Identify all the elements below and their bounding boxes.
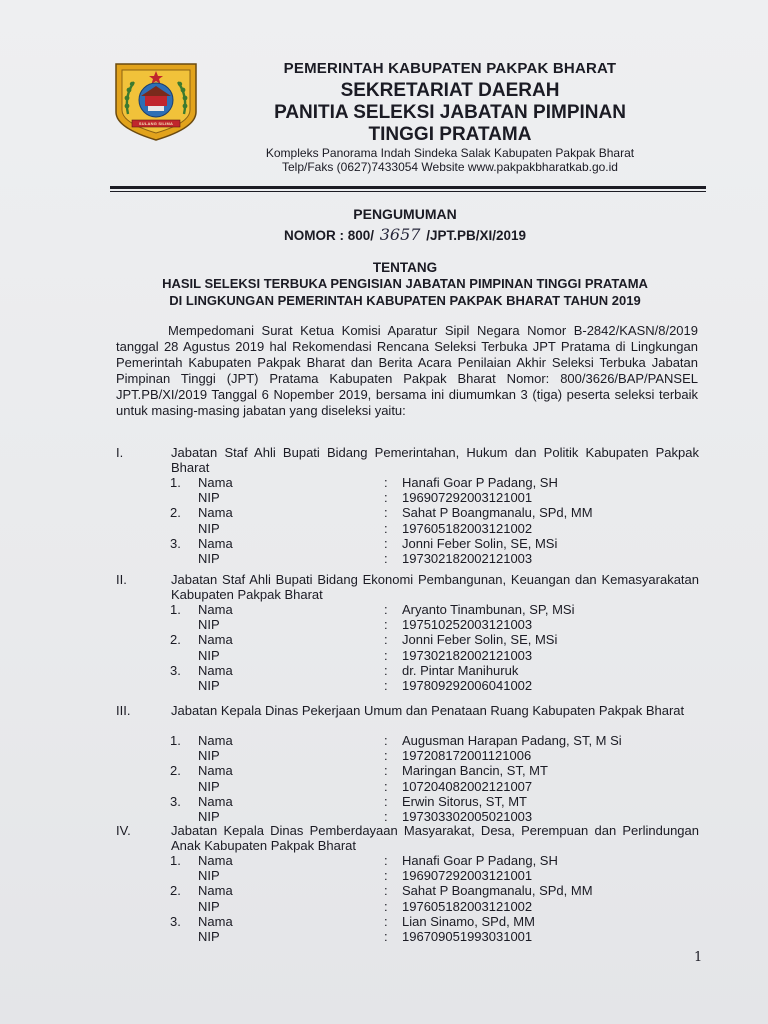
candidate-nip: 197605182003121002	[402, 520, 533, 536]
candidate-name: Lian Sinamo, SPd, MM	[402, 913, 535, 929]
candidate-name-row	[0, 663, 768, 679]
letterhead-divider-thin	[110, 191, 706, 192]
colon-separator: :	[384, 551, 388, 566]
candidate-index: 3.	[170, 535, 181, 551]
candidate-index: 1.	[170, 733, 181, 748]
section-title: Jabatan Kepala Dinas Pekerjaan Umum dan Penataan Ruang Kabupaten Pakpak Bharat	[171, 703, 685, 718]
subject-title-line2: DI LINGKUNGAN PEMERINTAH KABUPATEN PAKPAK BHARAT TAHUN 2019	[169, 293, 641, 308]
candidate-name: Hanafi Goar P Padang, SH	[402, 853, 558, 868]
candidate-nip-row	[0, 899, 768, 915]
candidate-index: 2.	[170, 883, 181, 899]
announcement-heading: PENGUMUMAN	[353, 206, 457, 222]
colon-separator: :	[384, 778, 388, 794]
candidate-nip: 196709051993031001	[402, 929, 533, 944]
candidate-index: 1.	[170, 602, 181, 617]
name-label: Nama	[198, 853, 233, 868]
name-label: Nama	[198, 632, 233, 648]
nip-label: NIP	[198, 778, 220, 794]
candidate-name-row	[0, 883, 768, 899]
section-title: Jabatan Staf Ahli Bupati Bidang Pemerintahan, Hukum dan Politik Kabupaten Pakpak Bharat	[171, 445, 699, 475]
candidate-nip-row	[0, 551, 768, 567]
colon-separator: :	[384, 535, 388, 551]
colon-separator: :	[384, 793, 388, 809]
nip-label: NIP	[198, 520, 220, 536]
subject-label: TENTANG	[372, 260, 438, 275]
colon-separator: :	[384, 602, 388, 617]
name-label: Nama	[198, 733, 233, 748]
colon-separator: :	[384, 662, 388, 678]
number-suffix: /JPT.PB/XI/2019	[426, 228, 527, 243]
nip-label: NIP	[198, 647, 220, 663]
colon-separator: :	[384, 490, 388, 506]
name-label: Nama	[198, 662, 233, 678]
name-label: Nama	[198, 535, 233, 551]
colon-separator: :	[384, 913, 388, 929]
candidate-nip-row	[0, 521, 768, 537]
candidate-name-row	[0, 536, 768, 552]
candidate-index: 1.	[170, 853, 181, 868]
nip-label: NIP	[198, 490, 220, 506]
candidate-name-row	[0, 632, 768, 648]
handwritten-number: 3657	[379, 225, 421, 244]
candidate-index: 3.	[170, 913, 181, 929]
colon-separator: :	[384, 505, 388, 521]
name-label: Nama	[198, 475, 233, 490]
candidate-index: 2.	[170, 632, 181, 648]
colon-separator: :	[384, 748, 388, 764]
nip-label: NIP	[198, 868, 220, 884]
candidate-nip-row	[0, 490, 768, 506]
colon-separator: :	[384, 632, 388, 648]
name-label: Nama	[198, 763, 233, 779]
logo-caption: SULANG SILIMA	[138, 121, 174, 126]
name-label: Nama	[198, 913, 233, 929]
letterhead-government: PEMERINTAH KABUPATEN PAKPAK BHARAT	[283, 60, 617, 77]
colon-separator: :	[384, 883, 388, 899]
section-title: Jabatan Kepala Dinas Pemberdayaan Masyarakat, Desa, Perempuan dan Perlindungan Anak Kabupaten Pakpak Bharat	[171, 823, 699, 853]
candidate-nip: 197510252003121003	[402, 617, 533, 633]
candidate-nip: 197809292006041002	[402, 678, 533, 693]
section-number: III.	[116, 703, 131, 718]
nip-label: NIP	[198, 551, 220, 566]
nip-label: NIP	[198, 678, 220, 693]
letterhead-contact: Telp/Faks (0627)7433054 Website www.pakpakbharatkab.go.id	[282, 160, 618, 174]
colon-separator: :	[384, 647, 388, 663]
colon-separator: :	[384, 898, 388, 914]
candidate-name-row	[0, 853, 768, 869]
candidate-name: Maringan Bancin, ST, MT	[402, 763, 548, 779]
candidate-name: Erwin Sitorus, ST, MT	[402, 793, 527, 809]
candidate-name: Hanafi Goar P Padang, SH	[402, 475, 558, 490]
letterhead-address: Kompleks Panorama Indah Sindeka Salak Kabupaten Pakpak Bharat	[265, 146, 635, 160]
name-label: Nama	[198, 793, 233, 809]
candidate-index: 3.	[170, 793, 181, 809]
candidate-nip-row	[0, 779, 768, 795]
candidate-name: Aryanto Tinambunan, SP, MSi	[402, 602, 575, 617]
candidate-name: Augusman Harapan Padang, ST, M Si	[402, 733, 622, 748]
candidate-name-row	[0, 763, 768, 779]
section-title: Jabatan Staf Ahli Bupati Bidang Ekonomi Pembangunan, Keuangan dan Kemasyarakatan Kabupaten Pakpak Bharat	[171, 572, 699, 602]
nip-label: NIP	[198, 617, 220, 633]
candidate-index: 3.	[170, 662, 181, 678]
candidate-nip: 197208172001121006	[402, 748, 532, 764]
candidate-name: Jonni Feber Solin, SE, MSi	[402, 632, 558, 648]
candidate-nip: 197302182002121003	[402, 551, 533, 566]
page-number: 1	[694, 950, 703, 965]
candidate-name-row	[0, 602, 768, 618]
candidate-nip: 196907292003121001	[402, 868, 533, 884]
candidate-index: 2.	[170, 505, 181, 521]
candidate-nip-row	[0, 868, 768, 884]
colon-separator: :	[384, 929, 388, 944]
candidate-nip-row	[0, 648, 768, 664]
colon-separator: :	[384, 520, 388, 536]
section-number: II.	[116, 572, 127, 587]
colon-separator: :	[384, 475, 388, 490]
candidate-nip-row	[0, 929, 768, 945]
nip-label: NIP	[198, 809, 220, 824]
candidate-name: Sahat P Boangmanalu, SPd, MM	[402, 505, 593, 521]
section-number: I.	[116, 445, 124, 460]
candidate-name-row	[0, 914, 768, 930]
letterhead-committee-2: TINGGI PRATAMA	[368, 124, 532, 145]
candidate-nip-row	[0, 678, 768, 694]
candidate-nip-row	[0, 617, 768, 633]
intro-paragraph: Mempedomani Surat Ketua Komisi Aparatur Sipil Negara Nomor B-2842/KASN/8/2019 tanggal 28 Agustus 2019 hal Rekomendasi Rencana Seleksi Terbuka JPT Pratama di Lingkungan Pemerintah Kabupaten Pakpak Bharat dan Berita Acara Penilaian Akhir Seleksi Terbuka Jabatan Pimpinan Tinggi (JPT) Pratama Kabupaten Pakpak Bharat Nomor: 800/3626/BAP/PANSEL JPT.PB/XI/2019 Tanggal 6 Nopember 2019, bersama ini diumumkan 3 (tiga) peserta seleksi terbaik untuk masing-masing jabatan yang diseleksi yaitu:	[116, 323, 698, 419]
regency-emblem-logo	[112, 62, 200, 142]
letterhead-secretariat: SEKRETARIAT DAERAH	[340, 80, 560, 101]
number-prefix: NOMOR : 800/	[283, 228, 374, 243]
nip-label: NIP	[198, 898, 220, 914]
subject-title-line1: HASIL SELEKSI TERBUKA PENGISIAN JABATAN PIMPINAN TINGGI PRATAMA	[162, 276, 648, 291]
candidate-nip: 196907292003121001	[402, 490, 533, 506]
colon-separator: :	[384, 733, 388, 748]
nip-label: NIP	[198, 929, 220, 944]
candidate-nip: 107204082002121007	[402, 778, 533, 794]
section-number: IV.	[116, 823, 131, 838]
name-label: Nama	[198, 602, 233, 617]
nip-label: NIP	[198, 748, 220, 764]
candidate-name: Jonni Feber Solin, SE, MSi	[402, 535, 558, 551]
candidate-nip: 197605182003121002	[402, 898, 533, 914]
colon-separator: :	[384, 809, 388, 824]
candidate-index: 2.	[170, 763, 181, 779]
candidate-name-row	[0, 475, 768, 491]
candidate-name-row	[0, 505, 768, 521]
candidate-nip-row	[0, 748, 768, 764]
announcement-number	[100, 225, 710, 244]
candidate-name: Sahat P Boangmanalu, SPd, MM	[402, 883, 593, 899]
name-label: Nama	[198, 883, 233, 899]
colon-separator: :	[384, 868, 388, 884]
colon-separator: :	[384, 853, 388, 868]
letterhead-divider-thick	[110, 186, 706, 189]
candidate-nip: 197303302005021003	[402, 809, 533, 824]
candidate-index: 1.	[170, 475, 181, 490]
candidate-name-row	[0, 794, 768, 810]
colon-separator: :	[384, 617, 388, 633]
colon-separator: :	[384, 763, 388, 779]
candidate-nip: 197302182002121003	[402, 647, 533, 663]
candidate-name-row	[0, 733, 768, 749]
candidate-name: dr. Pintar Manihuruk	[402, 662, 519, 678]
colon-separator: :	[384, 678, 388, 693]
name-label: Nama	[198, 505, 233, 521]
letterhead-committee: PANITIA SELEKSI JABATAN PIMPINAN	[274, 102, 626, 123]
